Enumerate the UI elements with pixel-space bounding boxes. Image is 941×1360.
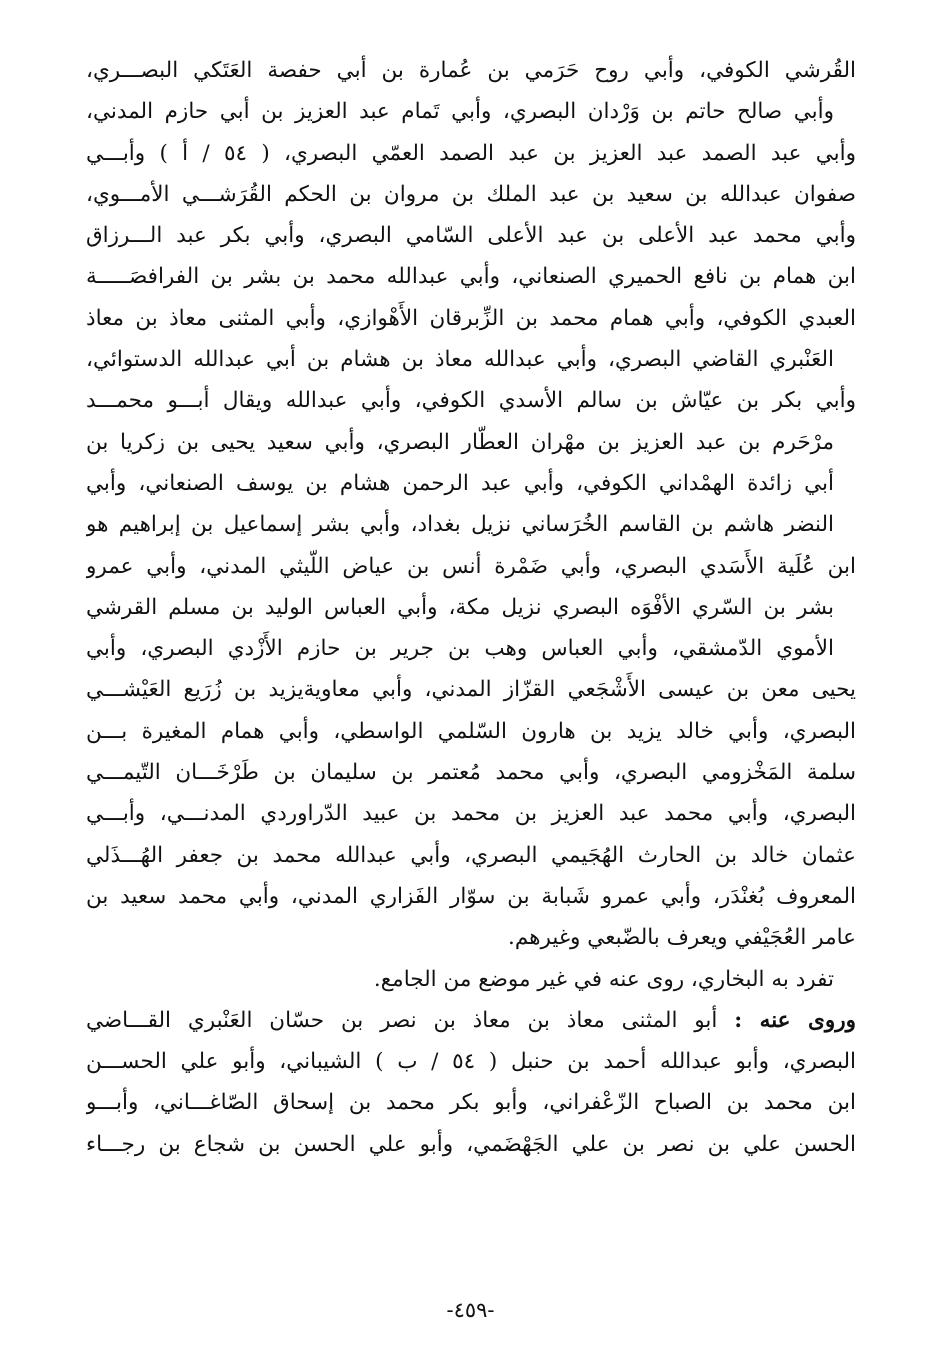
text-line: العَنْبري القاضي البصري، وأبي عبدالله معاذ بن هشام بن أبي عبدالله الدستوائي، [86, 347, 834, 373]
lead-line-text: أبو المثنى معاذ بن معاذ بن نصر بن حسّان العَنْبري القـــاضي [86, 1007, 718, 1033]
text-line: وأبي صالح حاتم بن وَرْدان البصري، وأبي تَمام عبد العزيز بن أبي حازم المدني، [86, 99, 834, 125]
page-number: -٤٥٩- [446, 1298, 495, 1322]
lead-label: وروى عنه : [734, 1007, 856, 1033]
text-line: بشر بن السّري الأفْوَه البصري نزيل مكة، وأبي العباس الوليد بن مسلم القرشي [86, 594, 834, 620]
text-line: مرْحَرم بن عبد العزيز بن مهْران العطّار البصري، وأبي سعيد يحيى بن زكريا بن [86, 429, 834, 455]
text-line: ابن عُلَية الأَسَدي البصري، وأبي ضَمْرة أنس بن عياض اللّيثي المدني، وأبي عمرو [86, 553, 856, 579]
text-line: يحيى معن بن عيسى الأَشْجَعي القزّاز المدني، وأبي معاويةيزيد بن زُرَيع العَيْشـــي [86, 677, 856, 703]
text-line: عثمان خالد بن الحارث الهُجَيمي البصري، وأبي عبدالله محمد بن جعفر الهُـــذَلي [86, 842, 856, 868]
body-text [86, 50, 856, 1165]
text-line: وأبي عبد الصمد عبد العزيز بن عبد الصمد العمّي البصري، ( ٥٤ / أ ) وأبـــي [86, 140, 856, 166]
text-line: تفرد به البخاري، روى عنه في غير موضع من الجامع. [373, 966, 834, 992]
text-line: النضر هاشم بن القاسم الخُرَساني نزيل بغداد، وأبي بشر إسماعيل بن إبراهيم هو [86, 512, 834, 538]
text-line: سلمة المَخْزومي البصري، وأبي محمد مُعتمر بن سليمان بن طَرْخَـــان التّيمـــي [86, 760, 856, 786]
text-line-with-lead [86, 1000, 856, 1041]
text-line: العبدي الكوفي، وأبي همام محمد بن الزِّبرقان الأَهْوازي، وأبي المثنى معاذ بن معاذ [86, 305, 856, 331]
text-line: الأموي الدّمشقي، وأبي العباس وهب بن جرير بن حازم الأَزْدي البصري، وأبي [86, 636, 834, 662]
text-line: وأبي محمد عبد الأعلى بن عبد الأعلى السّامي البصري، وأبي بكر عبد الـــرزاق [86, 223, 856, 249]
text-line: ابن همام بن نافع الحميري الصنعاني، وأبي عبدالله محمد بن بشر بن الفرافصَـــــة [86, 264, 856, 290]
text-line: صفوان عبدالله بن سعيد بن عبد الملك بن مروان بن الحكم القُرَشـــي الأمـــوي، [86, 181, 856, 207]
text-line: القُرشي الكوفي، وأبي روح حَرَمي بن عُمارة بن أبي حفصة العَتَكي البصـــري، [86, 58, 856, 83]
text-line: عامر العُجَيْفي ويعرف بالضّبعي وغيرهم. [507, 925, 856, 951]
text-line: البصري، وأبو عبدالله أحمد بن حنبل ( ٥٤ / ب ) الشيباني، وأبو علي الحســـن [86, 1049, 856, 1075]
text-line: وأبي بكر بن عيّاش بن سالم الأسدي الكوفي، وأبي عبدالله ويقال أبـــو محمـــد [86, 388, 856, 414]
text-line: البصري، وأبي محمد عبد العزيز بن محمد بن عبيد الدّراوردي المدنـــي، وأبـــي [86, 801, 856, 827]
text-line: أبي زائدة الهمْداني الكوفي، وأبي عبد الرحمن هشام بن يوسف الصنعاني، وأبي [86, 470, 834, 496]
text-line: المعروف بُغنْدَر، وأبي عمرو شَبابة بن سوّار الفَزاري المدني، وأبي محمد سعيد بن [86, 883, 856, 909]
text-line: البصري، وأبي خالد يزيد بن هارون السّلمي الواسطي، وأبي همام المغيرة بـــن [86, 718, 856, 744]
text-line: الحسن علي بن نصر بن علي الجَهْضَمي، وأبو علي الحسن بن شجاع بن رجـــاء [86, 1131, 856, 1157]
text-line: ابن محمد بن الصباح الزّعْفراني، وأبو بكر محمد بن إسحاق الصّاغـــاني، وأبـــو [86, 1090, 856, 1116]
